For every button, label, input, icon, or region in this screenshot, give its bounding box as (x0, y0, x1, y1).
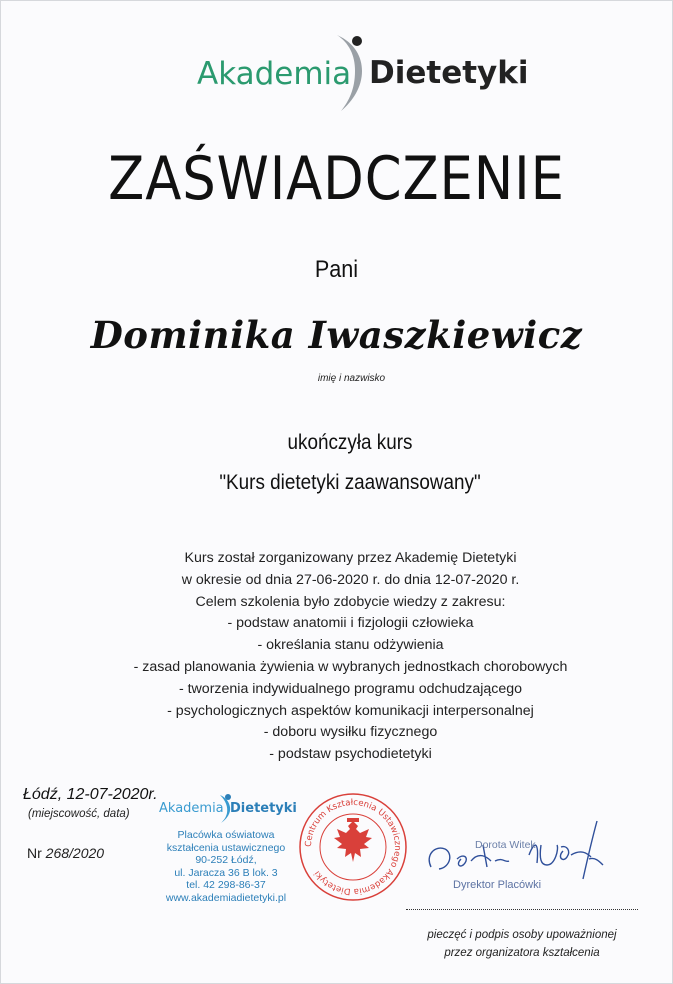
stamp-line: 90-252 Łódź, (195, 854, 257, 866)
stamp-logo-dietetyki: Dietetyki (230, 801, 297, 816)
course-name: "Kurs dietetyki zaawansowany" (219, 471, 481, 494)
director-signature (421, 815, 621, 895)
akademia-dietetyki-logo (197, 31, 529, 116)
salutation: Pani (314, 256, 359, 283)
description-line: - doboru wysiłku fizycznego (263, 724, 438, 741)
description-line: - podstaw anatomii i fizjologii człowieka (227, 615, 474, 632)
stamp-line: www.akademiadietetyki.pl (165, 891, 287, 904)
description-line: Celem szkolenia było zdobycie wiedzy z zakresu: (195, 593, 506, 610)
signature-caption-line1: pieczęć i podpis osoby upoważnionej (427, 929, 617, 941)
description-line: - psychologicznych aspektów komunikacji interpersonalnej (167, 702, 534, 719)
seal-text: Centrum Kształcenia Ustawicznego Akademia Dietetyki (303, 797, 403, 897)
stamp-logo-akademia: Akademia (159, 801, 224, 816)
stamp-line: tel. 42 298-86-37 (186, 879, 266, 891)
stamp-line: Placówka oświatowa (177, 829, 275, 841)
description-line: - określania stanu odżywienia (257, 637, 444, 654)
place-date: Łódź, 12-07-2020r. (23, 786, 158, 803)
signatory-name-stamp: Dorota Witek (475, 839, 536, 851)
logo-word-dietetyki: Dietetyki (369, 55, 529, 91)
signature-line (406, 909, 638, 910)
completion-text: ukończyła kurs (287, 431, 413, 454)
place-date-caption: (miejscowość, data) (28, 808, 130, 820)
round-seal (297, 791, 409, 908)
number-value: 268/2020 (45, 845, 105, 861)
signatory-role-stamp: Dyrektor Placówki (453, 879, 542, 891)
stamp-address (161, 829, 291, 904)
certificate-number (27, 845, 104, 861)
description-line: Kurs został zorganizowany przez Akademię Dietetyki (184, 550, 517, 566)
certificate-title: ZAŚWIADCZENIE (108, 144, 565, 214)
recipient-name: Dominika Iwaszkiewicz (90, 313, 583, 357)
stamp-line: kształcenia ustawicznego (166, 841, 286, 854)
institution-stamp (153, 791, 297, 911)
round-seal-icon (297, 791, 409, 903)
recipient-name-caption: imię i nazwisko (317, 373, 386, 384)
number-label: Nr (27, 845, 42, 861)
signature-caption-line2: przez organizatora kształcenia (444, 947, 600, 959)
description-line: w okresie od dnia 27-06-2020 r. do dnia 12-07-2020 r. (181, 571, 520, 588)
eagle-emblem-icon (334, 818, 372, 862)
description-line: - tworzenia indywidualnego programu odchudzającego (178, 680, 523, 697)
course-description (1, 548, 672, 766)
description-line: - zasad planowania żywienia w wybranych jednostkach chorobowych (133, 658, 568, 675)
signature-caption (406, 926, 638, 962)
stamp-line: ul. Jaracza 36 B lok. 3 (174, 866, 278, 879)
logo-word-akademia: Akademia (197, 56, 352, 92)
description-line: - podstaw psychodietetyki (269, 746, 432, 763)
